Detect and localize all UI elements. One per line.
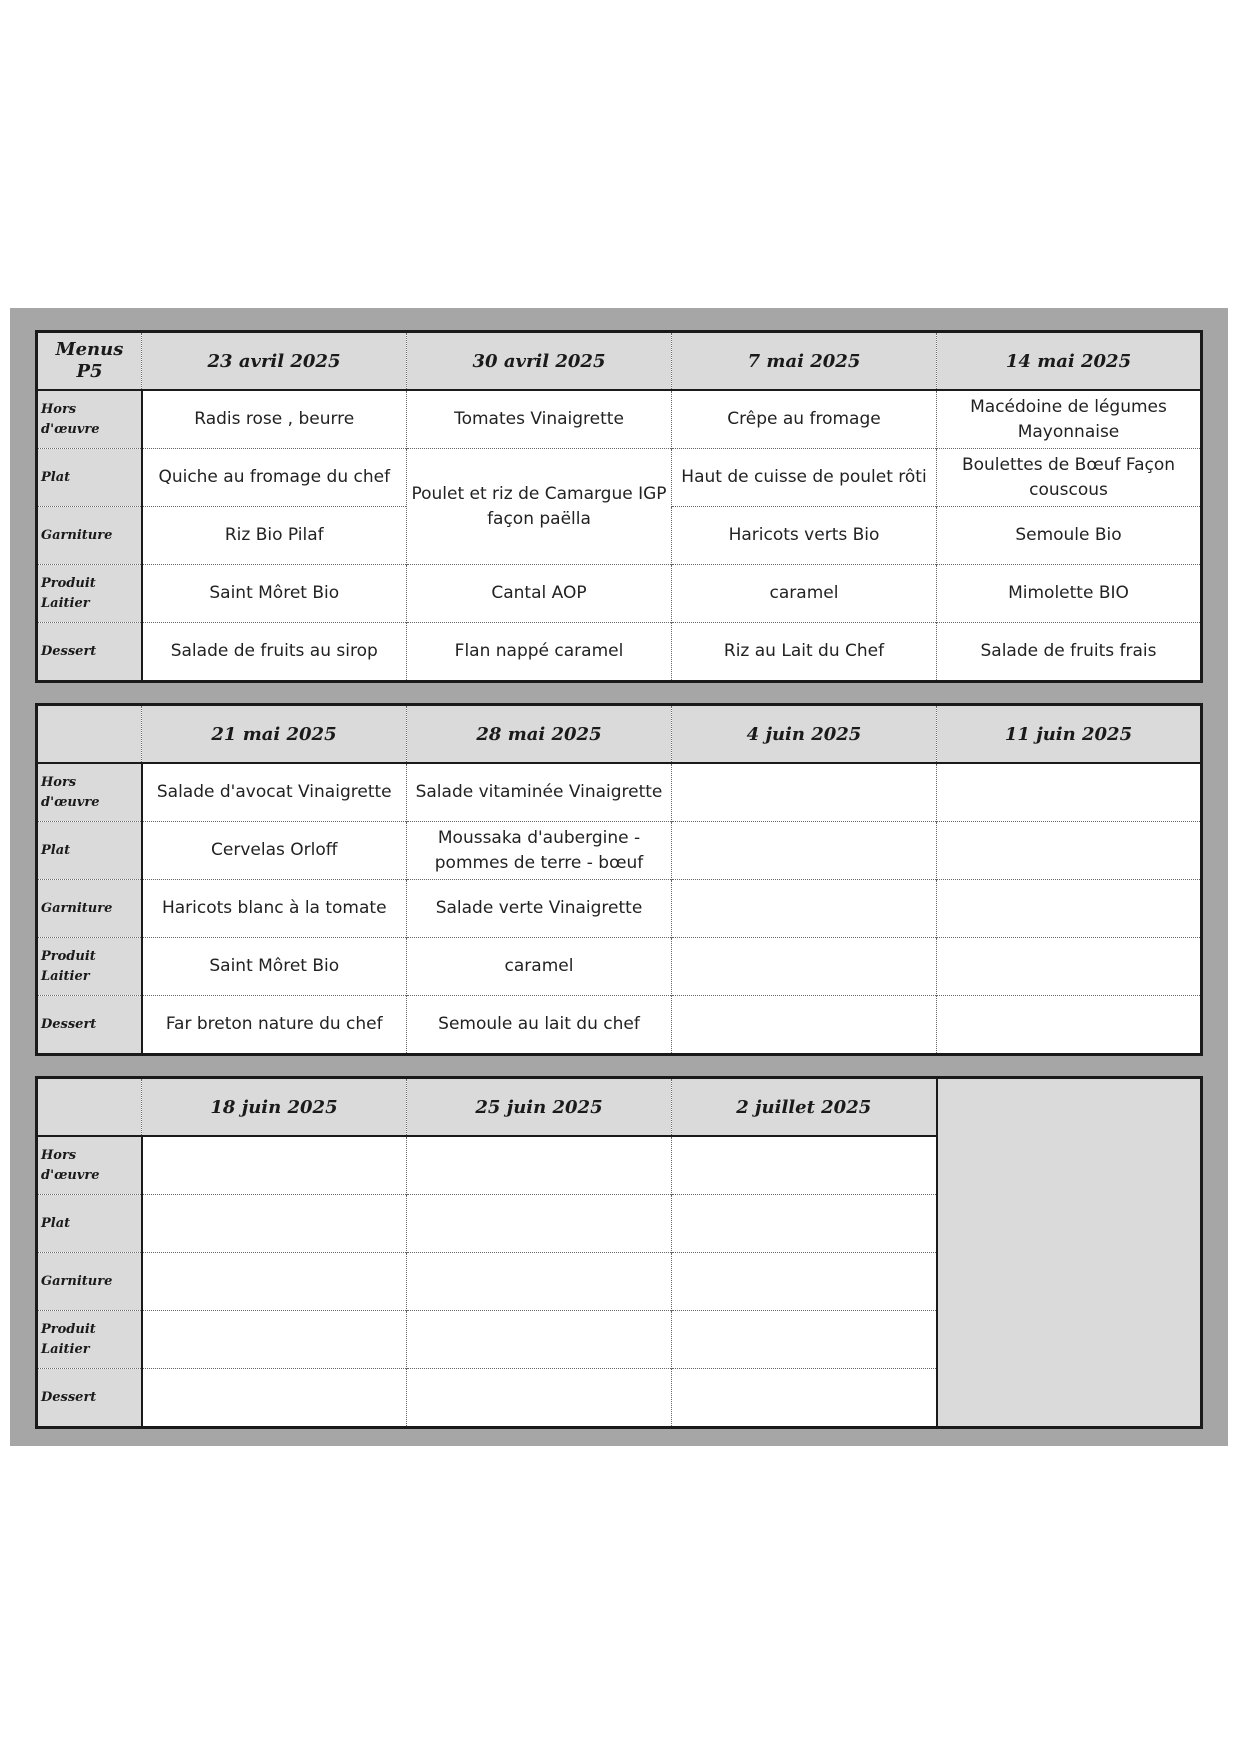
- menu-cell: Saint Môret Bio: [142, 565, 407, 623]
- menu-cell: Boulettes de Bœuf Façon couscous: [937, 449, 1202, 507]
- menu-cell: Radis rose , beurre: [142, 390, 407, 449]
- date-header: 11 juin 2025: [937, 705, 1202, 764]
- row-hors-doeuvre: [37, 390, 1202, 449]
- menu-cell: [672, 763, 937, 822]
- menu-cell: Cantal AOP: [407, 565, 672, 623]
- row-label: Produit Laitier: [37, 1311, 142, 1369]
- date-header: 18 juin 2025: [142, 1078, 407, 1137]
- menu-cell: Salade vitaminée Vinaigrette: [407, 763, 672, 822]
- menu-cell: [407, 1253, 672, 1311]
- menu-cell: [937, 880, 1202, 938]
- menu-cell: [142, 1195, 407, 1253]
- row-hors-doeuvre: [37, 763, 1202, 822]
- row-label: Plat: [37, 1195, 142, 1253]
- menu-cell: Riz Bio Pilaf: [142, 507, 407, 565]
- row-label: Garniture: [37, 1253, 142, 1311]
- menu-cell: [672, 1195, 937, 1253]
- corner-cell: [37, 1078, 142, 1137]
- date-header-row: [37, 332, 1202, 391]
- menu-cell: Tomates Vinaigrette: [407, 390, 672, 449]
- menu-table-1: [35, 330, 1203, 683]
- menu-cell: Flan nappé caramel: [407, 623, 672, 682]
- row-garniture: [37, 880, 1202, 938]
- date-header: 30 avril 2025: [407, 332, 672, 391]
- menu-cell: Salade d'avocat Vinaigrette: [142, 763, 407, 822]
- date-header: 2 juillet 2025: [672, 1078, 937, 1137]
- date-header: 4 juin 2025: [672, 705, 937, 764]
- menu-cell: [407, 1136, 672, 1195]
- menu-cell: Cervelas Orloff: [142, 822, 407, 880]
- menu-cell: Far breton nature du chef: [142, 996, 407, 1055]
- row-label: Hors d'œuvre: [37, 390, 142, 449]
- menu-cell: [672, 1136, 937, 1195]
- row-label: Garniture: [37, 507, 142, 565]
- row-produit-laitier: [37, 565, 1202, 623]
- menu-cell: [407, 1195, 672, 1253]
- date-header: 23 avril 2025: [142, 332, 407, 391]
- date-header: 14 mai 2025: [937, 332, 1202, 391]
- menu-cell: Quiche au fromage du chef: [142, 449, 407, 507]
- menu-cell: Crêpe au fromage: [672, 390, 937, 449]
- menu-cell: Salade de fruits frais: [937, 623, 1202, 682]
- menu-cell: Riz au Lait du Chef: [672, 623, 937, 682]
- corner-cell: [37, 705, 142, 764]
- menu-cell: [142, 1369, 407, 1428]
- menu-cell: Haricots blanc à la tomate: [142, 880, 407, 938]
- menu-cell: [672, 1253, 937, 1311]
- row-dessert: [37, 623, 1202, 682]
- menu-cell: Salade verte Vinaigrette: [407, 880, 672, 938]
- date-header: 7 mai 2025: [672, 332, 937, 391]
- menu-cell: [407, 1369, 672, 1428]
- row-label: Dessert: [37, 623, 142, 682]
- blank-area: [937, 1078, 1202, 1428]
- menu-title: Menus P5: [37, 332, 142, 391]
- row-label: Plat: [37, 449, 142, 507]
- menu-cell: caramel: [672, 565, 937, 623]
- menu-cell: [142, 1253, 407, 1311]
- menu-cell: Saint Môret Bio: [142, 938, 407, 996]
- menu-table-3: [35, 1076, 1203, 1429]
- menu-cell: [407, 1311, 672, 1369]
- menu-cell: [142, 1311, 407, 1369]
- row-dessert: [37, 996, 1202, 1055]
- menu-cell: Moussaka d'aubergine - pommes de terre - bœuf: [407, 822, 672, 880]
- menu-cell: Macédoine de légumes Mayonnaise: [937, 390, 1202, 449]
- row-produit-laitier: [37, 938, 1202, 996]
- menu-cell: [937, 822, 1202, 880]
- date-header: 21 mai 2025: [142, 705, 407, 764]
- menu-cell: Haut de cuisse de poulet rôti: [672, 449, 937, 507]
- date-header: 28 mai 2025: [407, 705, 672, 764]
- menu-cell: [672, 822, 937, 880]
- menu-cell: Salade de fruits au sirop: [142, 623, 407, 682]
- row-plat: [37, 449, 1202, 507]
- date-header-row: [37, 1078, 1202, 1137]
- menu-cell: [672, 1369, 937, 1428]
- row-label: Hors d'œuvre: [37, 763, 142, 822]
- menu-cell: [937, 763, 1202, 822]
- row-label: Produit Laitier: [37, 938, 142, 996]
- menu-cell: Semoule Bio: [937, 507, 1202, 565]
- menu-cell: [672, 938, 937, 996]
- menu-cell: [672, 880, 937, 938]
- menu-cell: caramel: [407, 938, 672, 996]
- menu-cell: Mimolette BIO: [937, 565, 1202, 623]
- menu-cell: [142, 1136, 407, 1195]
- menu-table-2: [35, 703, 1203, 1056]
- date-header-row: [37, 705, 1202, 764]
- menu-cell: [672, 996, 937, 1055]
- row-label: Garniture: [37, 880, 142, 938]
- row-label: Dessert: [37, 996, 142, 1055]
- menu-cell: [937, 996, 1202, 1055]
- row-label: Dessert: [37, 1369, 142, 1428]
- menu-cell: Poulet et riz de Camargue IGP façon paëlla: [407, 449, 672, 565]
- row-label: Produit Laitier: [37, 565, 142, 623]
- row-label: Hors d'œuvre: [37, 1136, 142, 1195]
- menu-cell: Semoule au lait du chef: [407, 996, 672, 1055]
- row-label: Plat: [37, 822, 142, 880]
- row-plat: [37, 822, 1202, 880]
- date-header: 25 juin 2025: [407, 1078, 672, 1137]
- menu-cell: [937, 938, 1202, 996]
- menu-cell: Haricots verts Bio: [672, 507, 937, 565]
- menu-cell: [672, 1311, 937, 1369]
